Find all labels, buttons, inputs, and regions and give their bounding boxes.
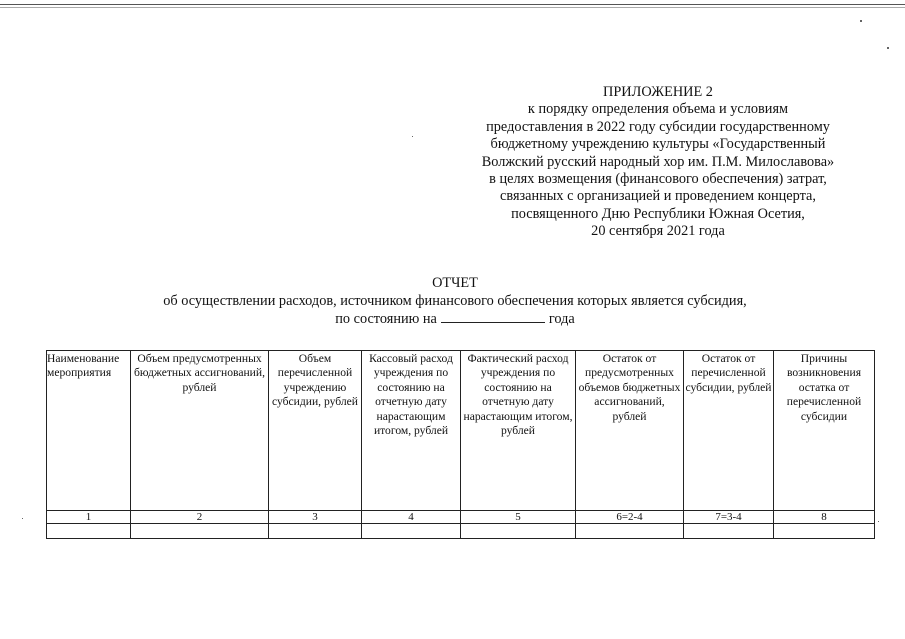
column-number: 8 bbox=[774, 511, 875, 524]
report-date-line bbox=[40, 310, 870, 328]
empty-cell[interactable] bbox=[684, 524, 774, 539]
header-cell: Фактический расход учреждения по состоянию на отчетную дату нарастающим итогом, рублей bbox=[461, 351, 576, 511]
report-subtitle: об осуществлении расходов, источником финансового обеспечения которых является субсидия, bbox=[163, 293, 747, 309]
appendix-line: в целях возмещения (финансового обеспечения) затрат, bbox=[489, 171, 827, 188]
date-blank-field[interactable] bbox=[441, 310, 545, 323]
appendix-line: связанных с организацией и проведением концерта, bbox=[500, 188, 816, 205]
header-cell: Причины возникновения остатка от перечисленной субсидии bbox=[774, 351, 875, 511]
appendix-line: ПРИЛОЖЕНИЕ 2 bbox=[603, 84, 713, 100]
column-number: 1 bbox=[47, 511, 131, 524]
column-number: 4 bbox=[362, 511, 461, 524]
header-cell: Объем перечисленной учреждению субсидии, рублей bbox=[269, 351, 362, 511]
scan-speck bbox=[22, 518, 23, 519]
empty-cell[interactable] bbox=[269, 524, 362, 539]
empty-cell[interactable] bbox=[461, 524, 576, 539]
scan-speck bbox=[878, 521, 879, 522]
empty-cell[interactable] bbox=[131, 524, 269, 539]
column-number: 2 bbox=[131, 511, 269, 524]
column-number: 5 bbox=[461, 511, 576, 524]
table-number-row bbox=[47, 511, 875, 524]
scan-speck bbox=[412, 136, 413, 137]
appendix-block bbox=[455, 84, 861, 241]
header-cell: Наименование мероприятия bbox=[47, 351, 131, 511]
report-table bbox=[46, 350, 875, 539]
scan-speck bbox=[860, 20, 862, 22]
appendix-line: бюджетному учреждению культуры «Государственный bbox=[490, 136, 826, 153]
header-cell: Остаток от перечисленной субсидии, рублей bbox=[684, 351, 774, 511]
column-number: 6=2-4 bbox=[576, 511, 684, 524]
column-number: 7=3-4 bbox=[684, 511, 774, 524]
table-row bbox=[47, 524, 875, 539]
appendix-line: предоставления в 2022 году субсидии государственному bbox=[486, 118, 830, 135]
table-header-row bbox=[47, 351, 875, 511]
empty-cell[interactable] bbox=[576, 524, 684, 539]
empty-cell[interactable] bbox=[47, 524, 131, 539]
top-border-line bbox=[0, 4, 905, 5]
column-number: 3 bbox=[269, 511, 362, 524]
appendix-line: посвященного Дню Республики Южная Осетия, bbox=[511, 205, 805, 222]
report-heading bbox=[40, 274, 870, 328]
header-cell: Объем предусмотренных бюджетных ассигнований, рублей bbox=[131, 351, 269, 511]
empty-cell[interactable] bbox=[362, 524, 461, 539]
scan-speck bbox=[887, 47, 889, 49]
report-date-suffix: года bbox=[548, 311, 575, 327]
header-cell: Кассовый расход учреждения по состоянию на отчетную дату нарастающим итогом, рублей bbox=[362, 351, 461, 511]
top-border-line-secondary bbox=[0, 7, 905, 8]
appendix-line: 20 сентября 2021 года bbox=[591, 223, 725, 240]
report-title: ОТЧЕТ bbox=[432, 275, 478, 291]
empty-cell[interactable] bbox=[774, 524, 875, 539]
appendix-line: Волжский русский народный хор им. П.М. Милославова» bbox=[481, 153, 835, 170]
header-cell: Остаток от предусмотренных объемов бюджетных ассигнований, рублей bbox=[576, 351, 684, 511]
appendix-line: к порядку определения объема и условиям bbox=[527, 101, 789, 118]
report-date-prefix: по состоянию на bbox=[335, 311, 437, 327]
